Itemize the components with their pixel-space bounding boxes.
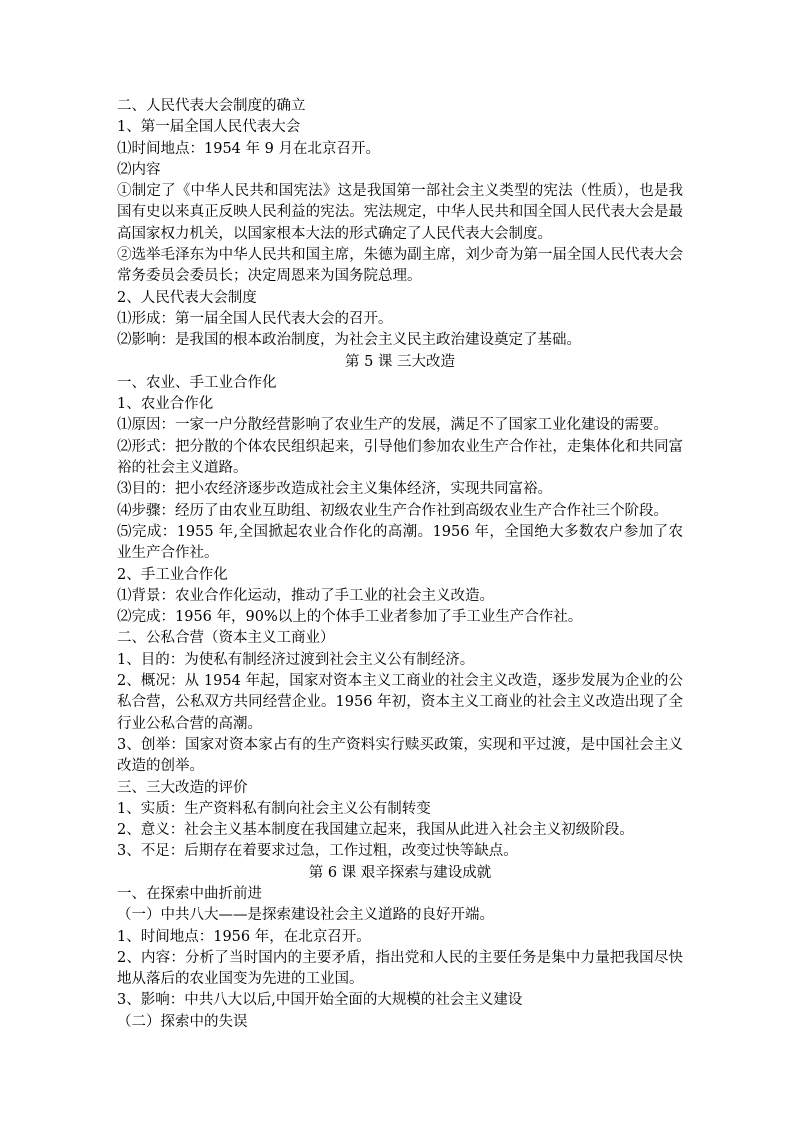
paragraph: 3、创举：国家对资本家占有的生产资料实行赎买政策，实现和平过渡，是中国社会主义改造的创举。 xyxy=(117,736,683,775)
paragraph: ⑴原因：一家一户分散经营影响了农业生产的发展，满足不了国家工业化建设的需要。 xyxy=(117,417,668,434)
subsection-heading: （一）中共八大——是探索建设社会主义道路的良好开端。 xyxy=(117,907,494,924)
paragraph: 2、意义：社会主义基本制度在我国建立起来，我国从此进入社会主义初级阶段。 xyxy=(117,822,634,839)
paragraph: ⑴背景：农业合作化运动，推动了手工业的社会主义改造。 xyxy=(117,587,494,604)
subsection-heading: 2、手工业合作化 xyxy=(117,566,228,583)
paragraph: ⑷步骤：经历了由农业互助组、初级农业生产合作社到高级农业生产合作社三个阶段。 xyxy=(117,502,668,519)
paragraph: ⑵完成：1956 年，90%以上的个体手工业者参加了手工业生产合作社。 xyxy=(117,609,583,626)
paragraph: 1、实质：生产资料私有制向社会主义公有制转变 xyxy=(117,800,431,817)
paragraph: ⑵影响：是我国的根本政治制度，为社会主义民主政治建设奠定了基础。 xyxy=(117,332,581,349)
paragraph: 1、目的：为使私有制经济过渡到社会主义公有制经济。 xyxy=(117,651,475,668)
lesson-title: 第 5 课 三大改造 xyxy=(344,353,456,370)
section-heading: 二、公私合营（资本主义工商业） xyxy=(117,630,335,647)
paragraph: 3、影响：中共八大以后,中国开始全面的大规模的社会主义建设 xyxy=(117,992,523,1009)
paragraph: ⑶目的：把小农经济逐步改造成社会主义集体经济，实现共同富裕。 xyxy=(117,481,552,498)
document-body xyxy=(117,96,683,1033)
section-heading: 一、农业、手工业合作化 xyxy=(117,374,277,391)
section-heading: 二、人民代表大会制度的确立 xyxy=(117,98,306,114)
paragraph: 2、概况：从 1954 年起，国家对资本主义工商业的社会主义改造，逐步发展为企业的公私合营，公私双方共同经营企业。1956 年初，资本主义工商业的社会主义改造出现了全行业公私合营的高潮。 xyxy=(117,673,683,732)
paragraph: ①制定了《中华人民共和国宪法》这是我国第一部社会主义类型的宪法（性质），也是我国有史以来真正反映人民利益的宪法。宪法规定，中华人民共和国全国人民代表大会是最高国家权力机关，以国家根本大法的形式确定了人民代表大会制度。 xyxy=(117,183,683,242)
subsection-heading: （二）探索中的失误 xyxy=(117,1013,248,1030)
paragraph: ⑸完成：1955 年,全国掀起农业合作化的高潮。1956 年，全国绝大多数农户参加了农业生产合作社。 xyxy=(117,523,683,562)
subsection-heading: 2、人民代表大会制度 xyxy=(117,289,257,306)
paragraph: ⑵形式：把分散的个体农民组织起来，引导他们参加农业生产合作社，走集体化和共同富裕的社会主义道路。 xyxy=(117,438,683,477)
subsection-heading: 1、农业合作化 xyxy=(117,396,214,413)
paragraph: 2、内容：分析了当时国内的主要矛盾，指出党和人民的主要任务是集中力量把我国尽快地从落后的农业国变为先进的工业国。 xyxy=(117,949,683,988)
subsection-heading: ⑵内容 xyxy=(117,161,161,178)
paragraph: ②选举毛泽东为中华人民共和国主席，朱德为副主席，刘少奇为第一届全国人民代表大会常务委员会委员长；决定周恩来为国务院总理。 xyxy=(117,247,683,285)
section-heading: 一、在探索中曲折前进 xyxy=(117,885,262,902)
section-heading: 三、三大改造的评价 xyxy=(117,779,248,796)
lesson-title: 第 6 课 艰辛探索与建设成就 xyxy=(308,864,492,881)
paragraph: ⑴时间地点：1954 年 9 月在北京召开。 xyxy=(117,140,380,157)
subsection-heading: 1、第一届全国人民代表大会 xyxy=(117,119,301,136)
paragraph: 1、时间地点：1956 年，在北京召开。 xyxy=(117,928,371,945)
paragraph: 3、不足：后期存在着要求过急，工作过粗，改变过快等缺点。 xyxy=(117,843,518,860)
paragraph: ⑴形成：第一届全国人民代表大会的召开。 xyxy=(117,310,393,327)
